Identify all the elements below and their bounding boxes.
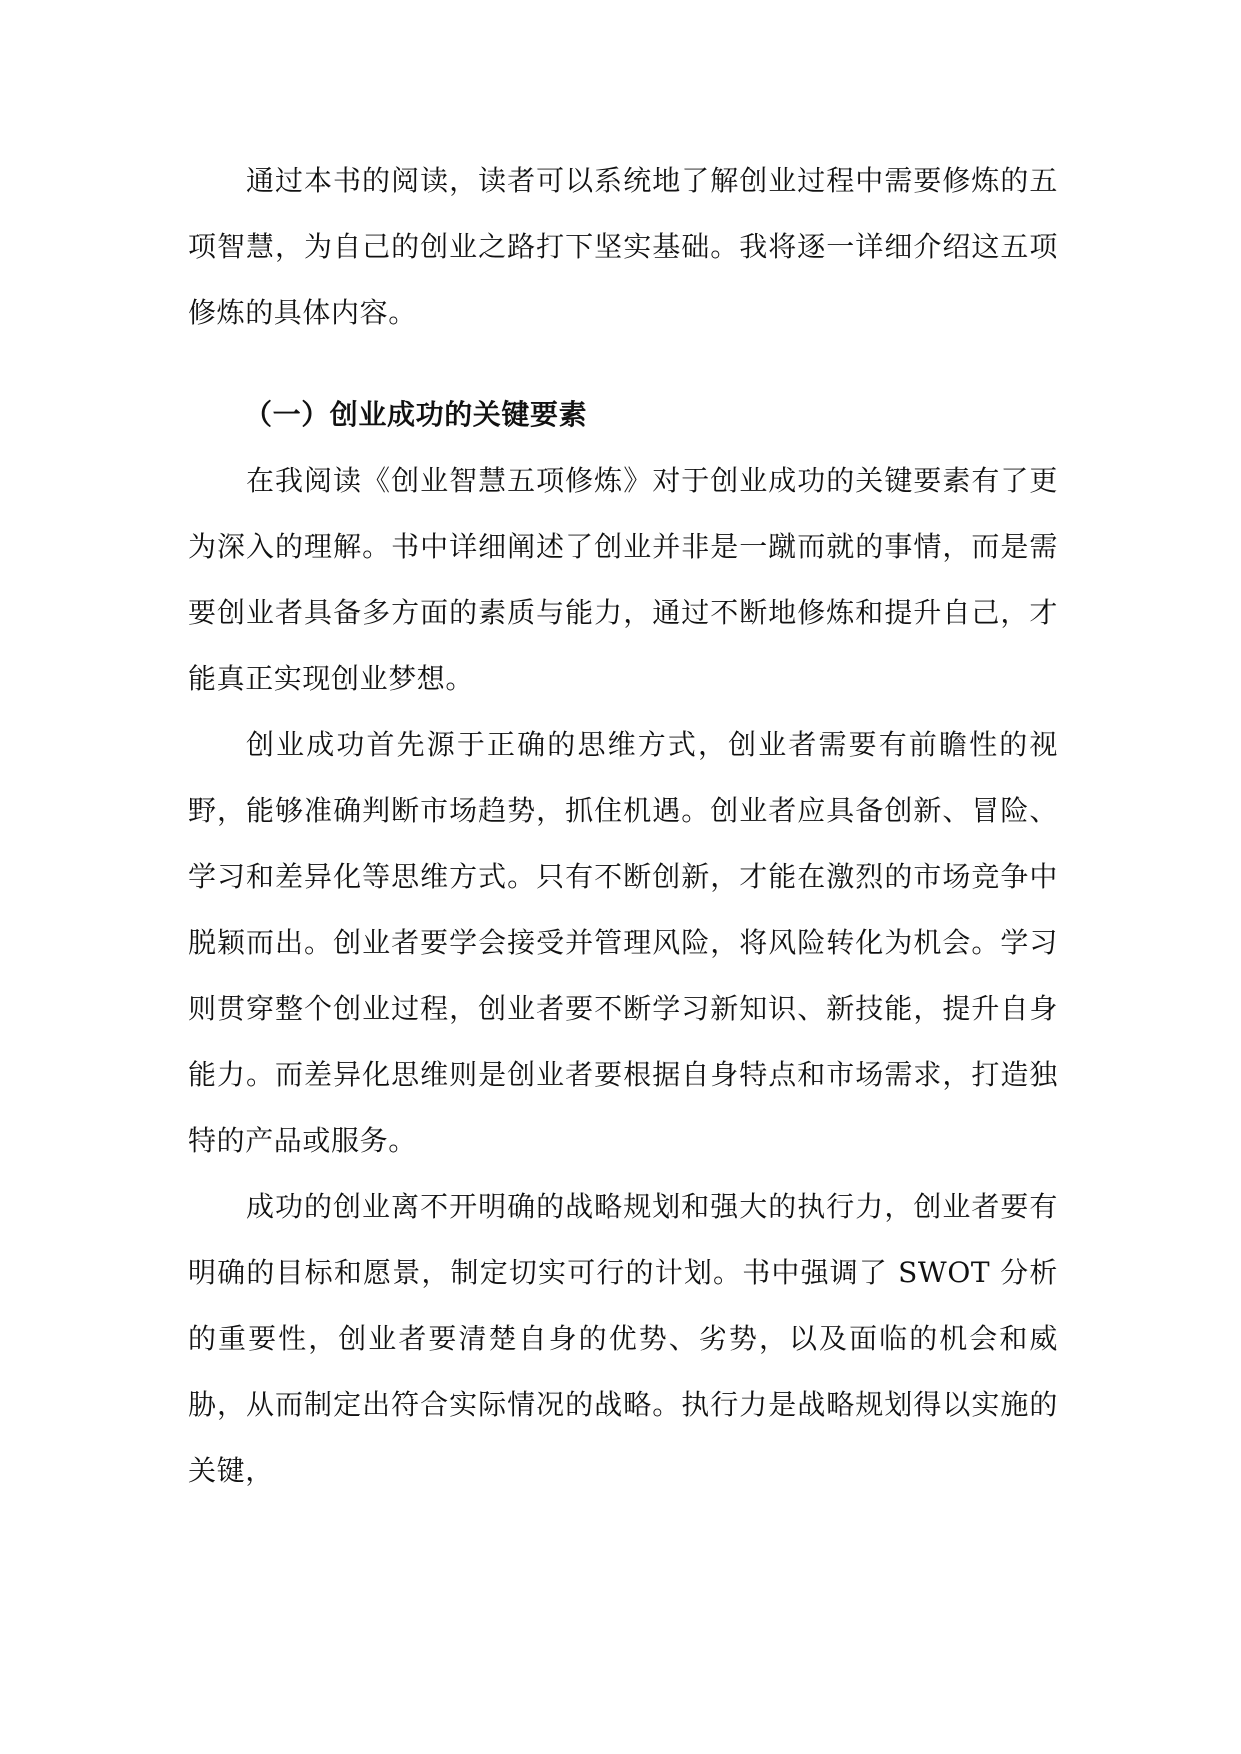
paragraph-intro: 通过本书的阅读，读者可以系统地了解创业过程中需要修炼的五项智慧，为自己的创业之路打下坚实基础。我将逐一详细介绍这五项修炼的具体内容。 (188, 164, 1058, 329)
paragraph-3: 成功的创业离不开明确的战略规划和强大的执行力，创业者要有明确的目标和愿景，制定切实可行的计划。书中强调了 SWOT 分析的重要性，创业者要清楚自身的优势、劣势，以及面临的机会和威胁，从而制定出符合实际情况的战略。执行力是战略规划得以实施的关键， (188, 1190, 1058, 1487)
paragraph-1: 在我阅读《创业智慧五项修炼》对于创业成功的关键要素有了更为深入的理解。书中详细阐述了创业并非是一蹴而就的事情，而是需要创业者具备多方面的素质与能力，通过不断地修炼和提升自己，才能真正实现创业梦想。 (188, 464, 1058, 695)
document-body (188, 148, 1058, 1504)
paragraph-2: 创业成功首先源于正确的思维方式，创业者需要有前瞻性的视野，能够准确判断市场趋势，抓住机遇。创业者应具备创新、冒险、学习和差异化等思维方式。只有不断创新，才能在激烈的市场竞争中脱颖而出。创业者要学会接受并管理风险，将风险转化为机会。学习则贯穿整个创业过程，创业者要不断学习新知识、新技能，提升自身能力。而差异化思维则是创业者要根据自身特点和市场需求，打造独特的产品或服务。 (188, 728, 1058, 1157)
section-heading: （一）创业成功的关键要素 (244, 398, 588, 431)
section-spacer (188, 346, 1058, 382)
